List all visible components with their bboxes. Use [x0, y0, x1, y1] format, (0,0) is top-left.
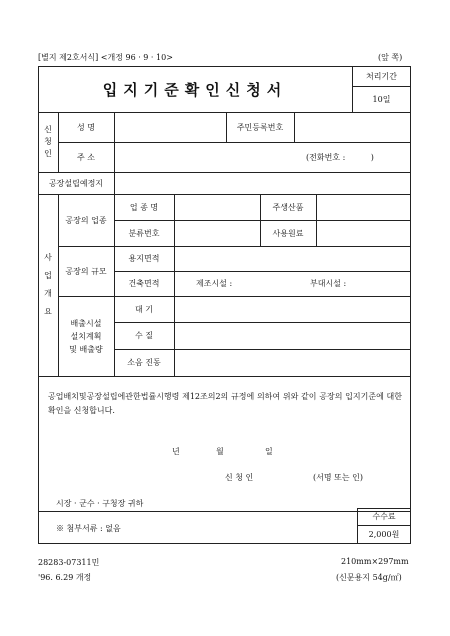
date-month: 월 [216, 447, 224, 456]
raw-material-label: 사용원료 [272, 228, 304, 238]
signature-label: 신 청 인 [225, 473, 254, 482]
business-group-label: 사 업 개 요 [44, 252, 52, 316]
processing-period-label: 처리기간 [366, 71, 397, 81]
factory-location-label: 공장설립예정지 [48, 178, 104, 188]
form-number: [별지 제2호서식] <개정 96 · 9 · 10> [38, 53, 173, 62]
form-code: 28283-07311민 [38, 558, 100, 567]
noise-field[interactable] [174, 349, 411, 376]
class-number-label: 분류번호 [128, 228, 160, 238]
attachment-note: ※ 첨부서류 : 없음 [56, 523, 121, 533]
paper-size: 210mm×297mm [341, 557, 409, 566]
auxiliary-facility-label: 부대시설 : [310, 279, 347, 288]
factory-location-field[interactable] [114, 172, 411, 194]
revision-date: '96. 6.29 개정 [38, 573, 92, 582]
signature-seal: (서명 또는 인) [313, 473, 363, 482]
phone-label: (전화번호 : ) [306, 152, 374, 162]
date-day: 일 [265, 447, 273, 456]
class-number-field[interactable] [174, 220, 260, 246]
address-field[interactable] [114, 142, 294, 172]
industry-name-label: 업 종 명 [129, 202, 159, 212]
paper-type: (신문용지 54g/㎡) [336, 573, 402, 582]
industry-label: 공장의 업종 [65, 215, 107, 225]
industry-name-field[interactable] [174, 194, 260, 220]
name-field[interactable] [114, 112, 226, 142]
page-side: (앞 쪽) [378, 53, 403, 62]
scale-label: 공장의 규모 [65, 266, 107, 276]
site-area-label: 용지면적 [128, 254, 160, 263]
site-area-field[interactable] [174, 246, 411, 271]
emission-label: 배출시설 설치계획 및 배출량 [69, 318, 103, 354]
resident-id-label: 주민등록번호 [236, 122, 284, 132]
main-product-field[interactable] [316, 194, 411, 220]
manufacturing-facility-label: 제조시설 : [196, 279, 233, 288]
fee-label: 수수료 [372, 512, 396, 521]
name-label: 성 명 [77, 122, 95, 132]
main-product-label: 주생산품 [272, 202, 304, 212]
raw-material-field[interactable] [316, 220, 411, 246]
date-year: 년 [172, 447, 180, 456]
resident-id-field[interactable] [294, 112, 411, 142]
application-statement: 공업배치및공장설립에관한법률시행령 제12조의2의 규정에 의하여 위와 같이 공장의 입지기준에 대한 확인을 신청합니다. [48, 392, 402, 415]
fee-value: 2,000원 [368, 530, 400, 539]
building-area-label: 건축면적 [128, 279, 160, 288]
water-field[interactable] [174, 322, 411, 349]
address-label: 주 소 [77, 152, 95, 162]
applicant-group-label: 신 청 인 [44, 125, 52, 158]
noise-label: 소음 진동 [127, 358, 161, 367]
form-title: 입지기준확인신청서 [102, 80, 288, 99]
water-label: 수 질 [135, 331, 153, 340]
air-field[interactable] [174, 296, 411, 322]
processing-period-value: 10일 [372, 94, 391, 104]
recipient: 시장 · 군수 · 구청장 귀하 [56, 499, 144, 508]
air-label: 대 기 [135, 304, 153, 314]
